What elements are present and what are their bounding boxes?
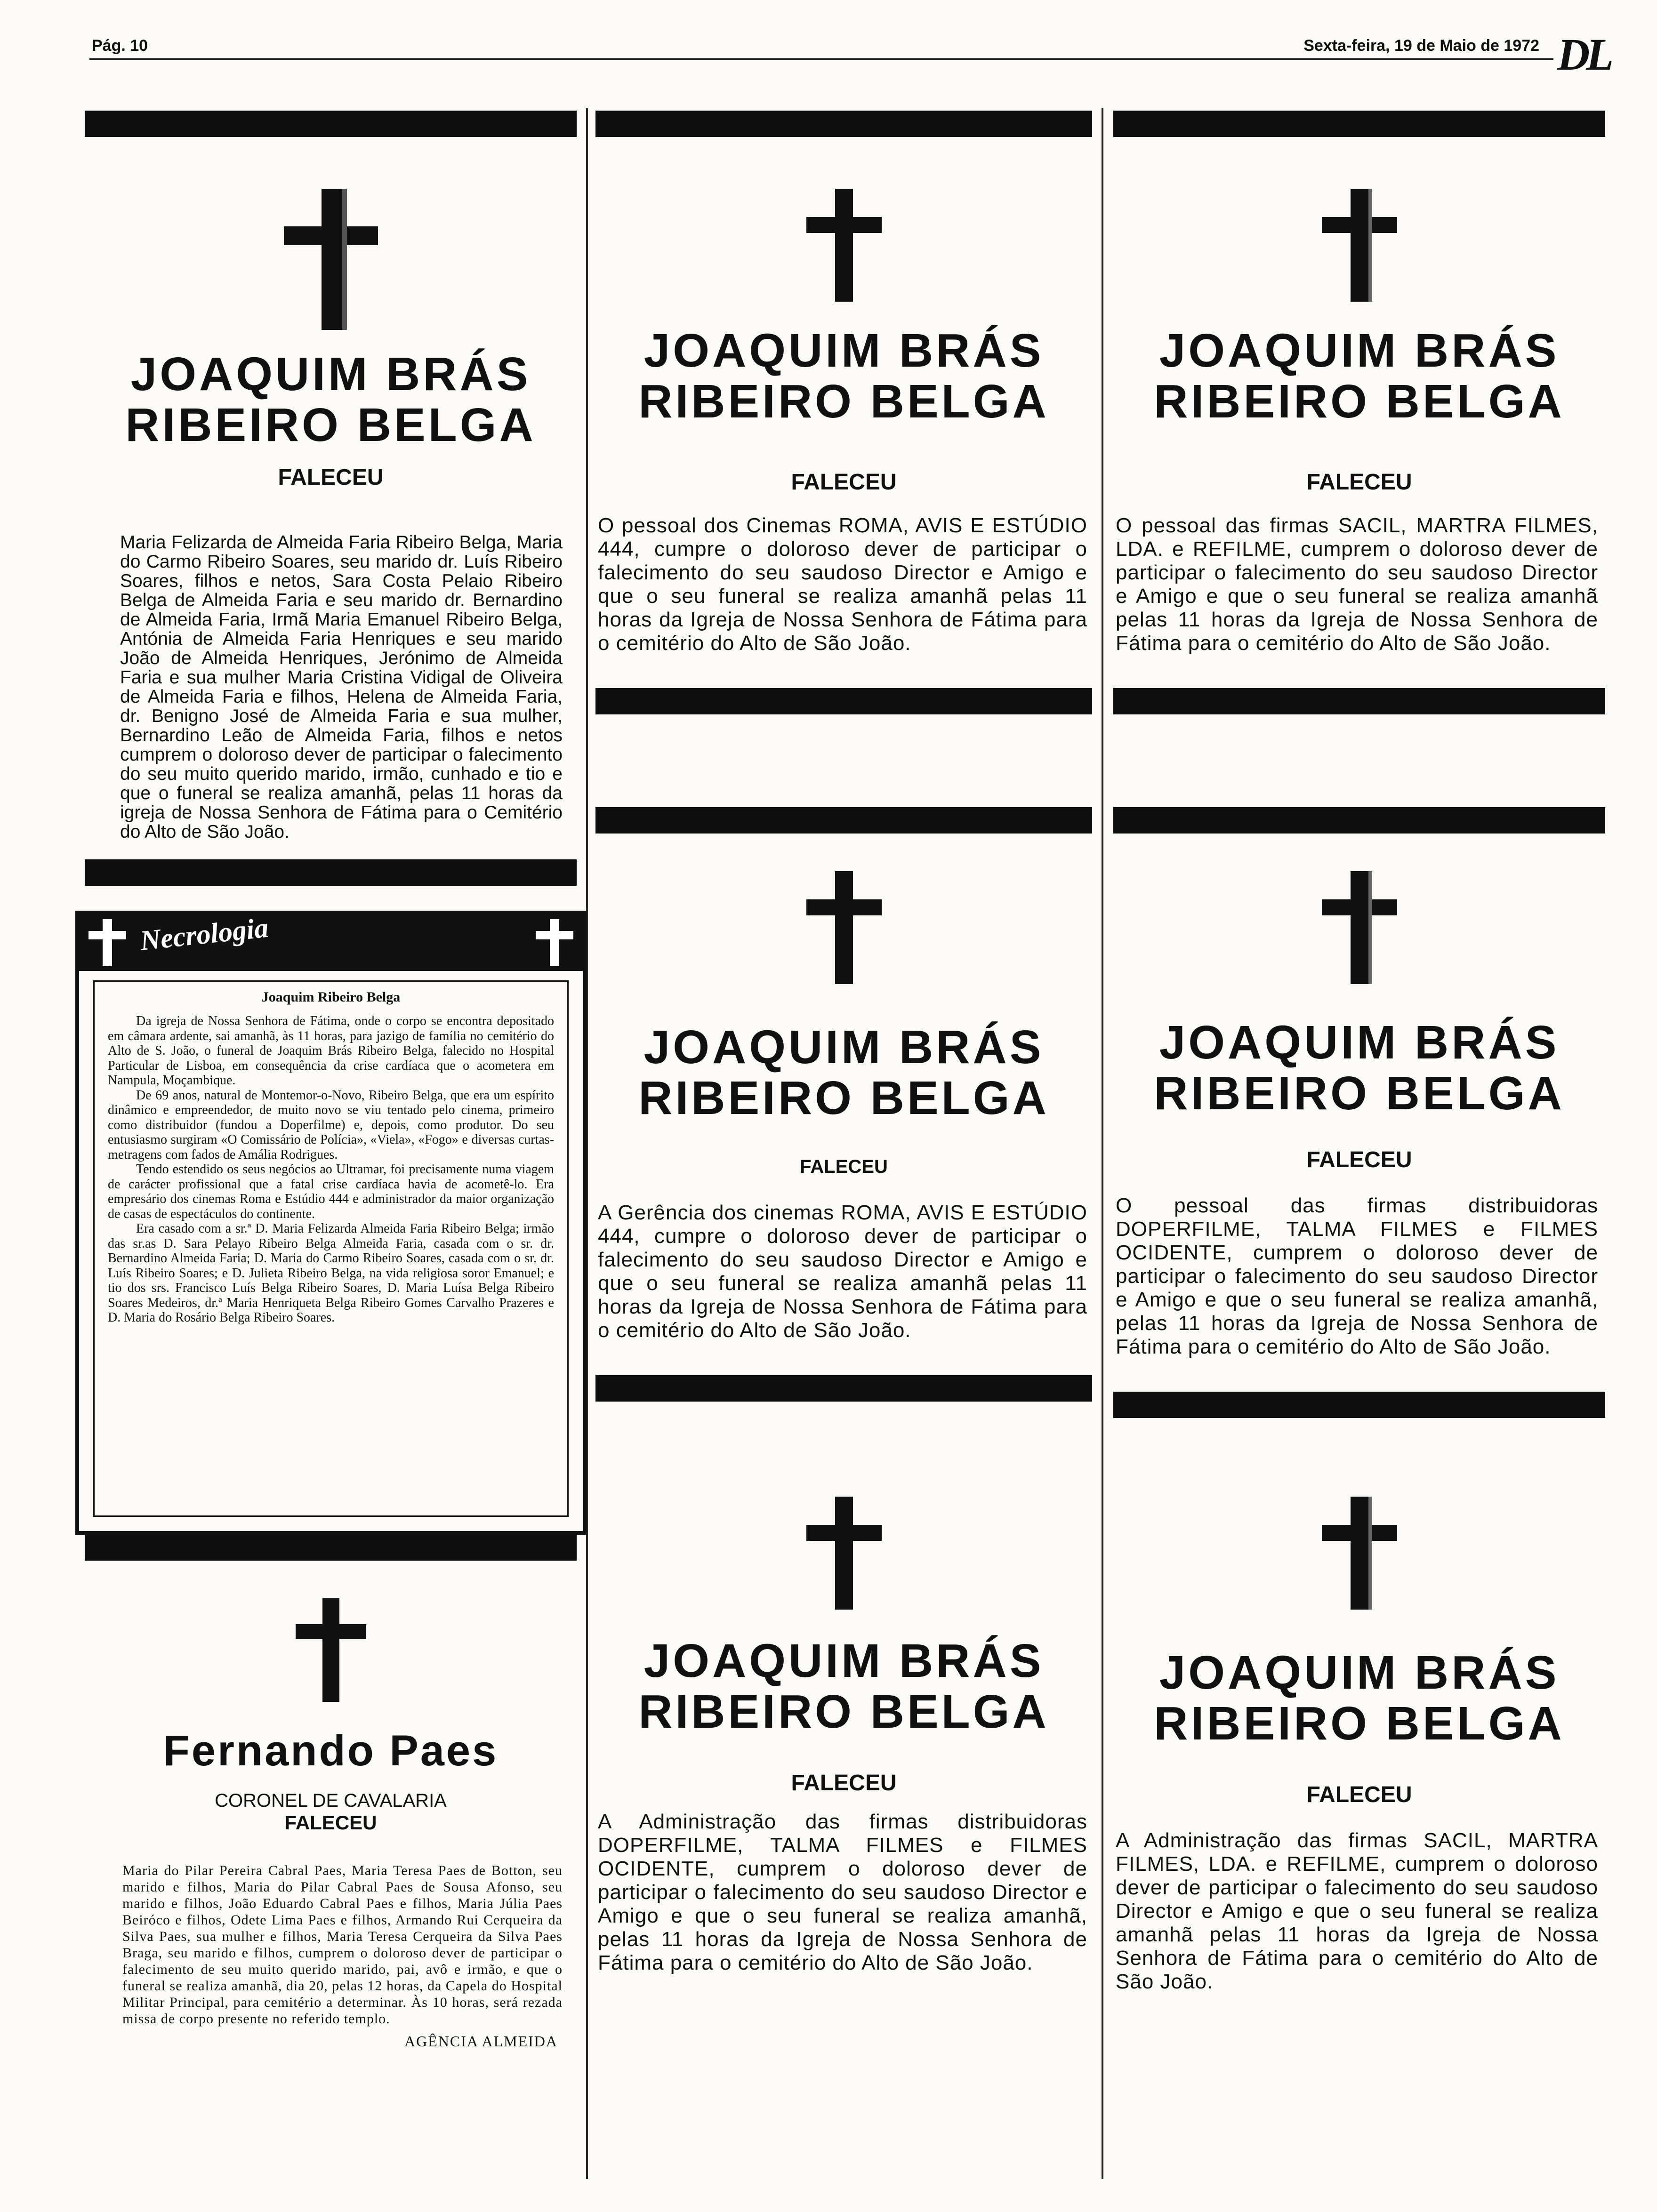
issue-date: Sexta-feira, 19 de Maio de 1972 — [1303, 37, 1539, 55]
mourning-bar — [595, 807, 1092, 834]
obituary-family — [85, 111, 577, 886]
obituary-fernando-paes — [85, 1534, 577, 2050]
page-number: Pág. 10 — [92, 37, 148, 55]
notice-text: O pessoal das firmas distribuidoras DOPERFILME, TALMA FILMES e FILMES OCIDENTE, cumprem o doloroso dever de participar o falecimento do seu saudoso Director e Amigo e que o seu funeral se realiza amanhã, pelas 11 horas da Igreja de Nossa Senhora de Fátima para o cemitério do Alto de São João. — [1116, 1194, 1598, 1358]
mourning-bar — [595, 688, 1092, 714]
deceased-name-paes: Fernando Paes — [163, 1727, 499, 1775]
mourning-bar — [1113, 111, 1605, 137]
mourning-bar — [1113, 807, 1605, 834]
mourning-bar — [85, 111, 577, 137]
column-divider — [1102, 108, 1103, 2179]
newspaper-logo: DL — [1557, 29, 1610, 80]
faleceu-label: FALECEU — [1306, 1147, 1412, 1172]
deceased-name: JOAQUIM BRÁS RIBEIRO BELGA — [1154, 324, 1565, 428]
cross-icon — [804, 871, 884, 984]
deceased-name: JOAQUIM BRÁS RIBEIRO BELGA — [638, 1021, 1049, 1124]
obituary-distributors-staff — [1113, 807, 1605, 1418]
deceased-name: JOAQUIM BRÁS RIBEIRO BELGA — [125, 348, 536, 451]
faleceu-label: FALECEU — [1306, 1782, 1412, 1807]
faleceu-label: FALECEU — [278, 465, 384, 490]
deceased-name: JOAQUIM BRÁS RIBEIRO BELGA — [1154, 1646, 1565, 1750]
cross-icon — [293, 1598, 369, 1702]
deceased-name: JOAQUIM BRÁS RIBEIRO BELGA — [638, 1635, 1049, 1738]
obituary-distributors-admin — [595, 1497, 1092, 1975]
necrologia-paragraph: De 69 anos, natural de Montemor-o-Novo, Ribeiro Belga, que era um espírito dinâmico e empreendedor, de muito novo se viu tentado pelo cinema, primeiro como distribuidor (fundou a Doperfilme) e, depois, como produtor. Do seu entusiasmo surgiram «O Comissário de Polícia», «Viela», «Fogo» e diversas curtas-metragens com fados de Amália Rodrigues. — [108, 1088, 554, 1162]
notice-text: Maria do Pilar Pereira Cabral Paes, Maria Teresa Paes de Botton, seu marido e filhos, Maria do Pilar Cabral Paes de Sousa Afonso, seu marido e filhos, João Eduardo Cabral Paes e filhos, Maria Júlia Paes Beiróco e filhos, Odete Lima Paes e filhos, Armando Rui Cerqueira da Silva Paes, sua mulher e filhos, Maria Teresa Cerqueira da Silva Paes Braga, seu marido e filhos, cumprem o doloroso dever de participar o falecimento de seu muito querido marido, pai, avô e irmão, e que o funeral se realiza amanhã, dia 20, pelas 12 horas, da Capela do Hospital Militar Principal, para cemitério a determinar. Às 10 horas, será rezada missa de corpo presente no referido templo. — [122, 1863, 563, 2027]
notice-text: O pessoal das firmas SACIL, MARTRA FILMES, LDA. e REFILME, cumprem o doloroso dever de participar o falecimento do seu saudoso Director e Amigo e que o seu funeral se realiza amanhã pelas 11 horas da Igreja de Nossa Senhora de Fátima para o cemitério do Alto de São João. — [1116, 514, 1598, 655]
necrologia-paragraph: Era casado com a sr.ª D. Maria Felizarda Almeida Faria Ribeiro Belga; irmão das sr.as D. Sara Pelayo Ribeiro Belga Almeida Faria, casada com o sr. dr. Bernardino Almeida Faria; D. Maria do Carmo Ribeiro Soares, casada com o sr. dr. Luís Ribeiro Soares; e D. Julieta Ribeiro Belga, na vida religiosa soror Emanuel; e tio dos srs. Francisco Luís Belga Ribeiro Soares, D. Maria Luísa Belga Ribeiro Soares Medeiros, dr.ª Maria Henriqueta Belga Ribeiro Gomes Carvalho Prazeres e D. Maria do Rosário Belga Ribeiro Soares. — [108, 1221, 554, 1325]
notice-text: A Administração das firmas SACIL, MARTRA FILMES, LDA. e REFILME, cumprem o doloroso dever de participar o falecimento do seu saudoso Director e Amigo e que o seu funeral se realiza amanhã pelas 11 horas da Igreja de Nossa Senhora de Fátima para o cemitério do Alto de São João. — [1116, 1829, 1598, 1993]
necrologia-banner — [79, 914, 583, 971]
mourning-bar — [595, 1375, 1092, 1402]
mourning-bar — [595, 111, 1092, 137]
cross-icon — [1319, 871, 1400, 984]
necrologia-paragraph: Da igreja de Nossa Senhora de Fátima, onde o corpo se encontra depositado em câmara ardente, sai amanhã, às 11 horas, para jazigo de família no cemitério do Alto de S. João, o funeral de Joaquim Brás Ribeiro Belga, falecido no Hospital Particular de Lisboa, em consequência da crise cardíaca que o acometera em Nampula, Moçambique. — [108, 1014, 554, 1088]
faleceu-label: FALECEU — [791, 470, 897, 495]
obituary-sacil-staff — [1113, 111, 1605, 714]
faleceu-label: FALECEU — [1306, 470, 1412, 495]
notice-text: O pessoal dos Cinemas ROMA, AVIS E ESTÚDIO 444, cumpre o doloroso dever de participar o falecimento do seu saudoso Director e Amigo e que o seu funeral se realiza amanhã pelas 11 horas da Igreja de Nossa Senhora de Fátima para o cemitério do Alto de São João. — [598, 514, 1087, 655]
necrologia-content — [93, 980, 569, 1517]
necrologia-heading: Joaquim Ribeiro Belga — [261, 989, 401, 1005]
obituary-cinemas-management — [595, 807, 1092, 1402]
funeral-agency: AGÊNCIA ALMEIDA — [404, 2033, 558, 2050]
faleceu-label: FALECEU — [800, 1156, 888, 1177]
header-rule — [89, 58, 1553, 60]
deceased-name: JOAQUIM BRÁS RIBEIRO BELGA — [638, 324, 1049, 428]
cross-icon — [279, 189, 383, 330]
cross-icon — [86, 917, 129, 969]
mourning-bar — [1113, 1392, 1605, 1418]
military-rank: CORONEL DE CAVALARIA — [215, 1790, 447, 1811]
cross-icon — [804, 1497, 884, 1610]
necrologia-title: Necrologia — [138, 912, 270, 956]
obituary-sacil-admin — [1113, 1497, 1605, 1994]
necrologia-paragraph: Tendo estendido os seus negócios ao Ultramar, foi precisamente numa viagem de carácter profissional que a fatal crise cardíaca havia de acometê-lo. Era empresário dos cinemas Roma e Estúdio 444 e administrador da maior organização de casas de espectáculos do continente. — [108, 1162, 554, 1221]
notice-text: A Gerência dos cinemas ROMA, AVIS E ESTÚDIO 444, cumpre o doloroso dever de participar o falecimento do seu saudoso Director e Amigo e que o seu funeral se realiza amanhã pelas 11 horas da Igreja de Nossa Senhora de Fátima para o cemitério do Alto de São João. — [598, 1201, 1087, 1342]
mourning-bar — [85, 1534, 577, 1561]
cross-icon — [804, 189, 884, 302]
faleceu-label: FALECEU — [791, 1771, 897, 1795]
mourning-bar — [1113, 688, 1605, 714]
cross-icon — [533, 917, 576, 969]
cross-icon — [1319, 189, 1400, 302]
cross-icon — [1319, 1497, 1400, 1610]
deceased-name: JOAQUIM BRÁS RIBEIRO BELGA — [1154, 1016, 1565, 1120]
faleceu-label: FALECEU — [284, 1811, 377, 1834]
notice-text: Maria Felizarda de Almeida Faria Ribeiro Belga, Maria do Carmo Ribeiro Soares, seu marido dr. Luís Ribeiro Soares, filhos e netos, Sara Costa Pelaio Ribeiro Belga de Almeida Faria e seu marido dr. Bernardino de Almeida Faria, Irmã Maria Emanuel Ribeiro Belga, Antónia de Almeida Faria Henriques e seu marido João de Almeida Henriques, Jerónimo de Almeida Faria e sua mulher Maria Cristina Vidigal de Oliveira de Almeida Faria e filhos, Helena de Almeida Faria, dr. Benigno José de Almeida Faria e sua mulher, Bernardino Leão de Almeida Faria, filhos e netos cumprem o doloroso dever de participar o falecimento do seu muito querido marido, irmão, cunhado e tio e que o funeral se realiza amanhã, pelas 11 horas da igreja de Nossa Senhora de Fátima para o Cemitério do Alto de São João. — [120, 532, 563, 842]
notice-text: A Administração das firmas distribuidoras DOPERFILME, TALMA FILMES e FILMES OCIDENTE, cumprem o doloroso dever de participar o falecimento do seu saudoso Director e Amigo e que o seu funeral se realiza amanhã, pelas 11 horas da Igreja de Nossa Senhora de Fátima para o cemitério do Alto de São João. — [598, 1810, 1087, 1974]
obituary-cinemas-staff — [595, 111, 1092, 714]
necrologia-box — [75, 911, 587, 1535]
mourning-bar — [85, 859, 577, 886]
